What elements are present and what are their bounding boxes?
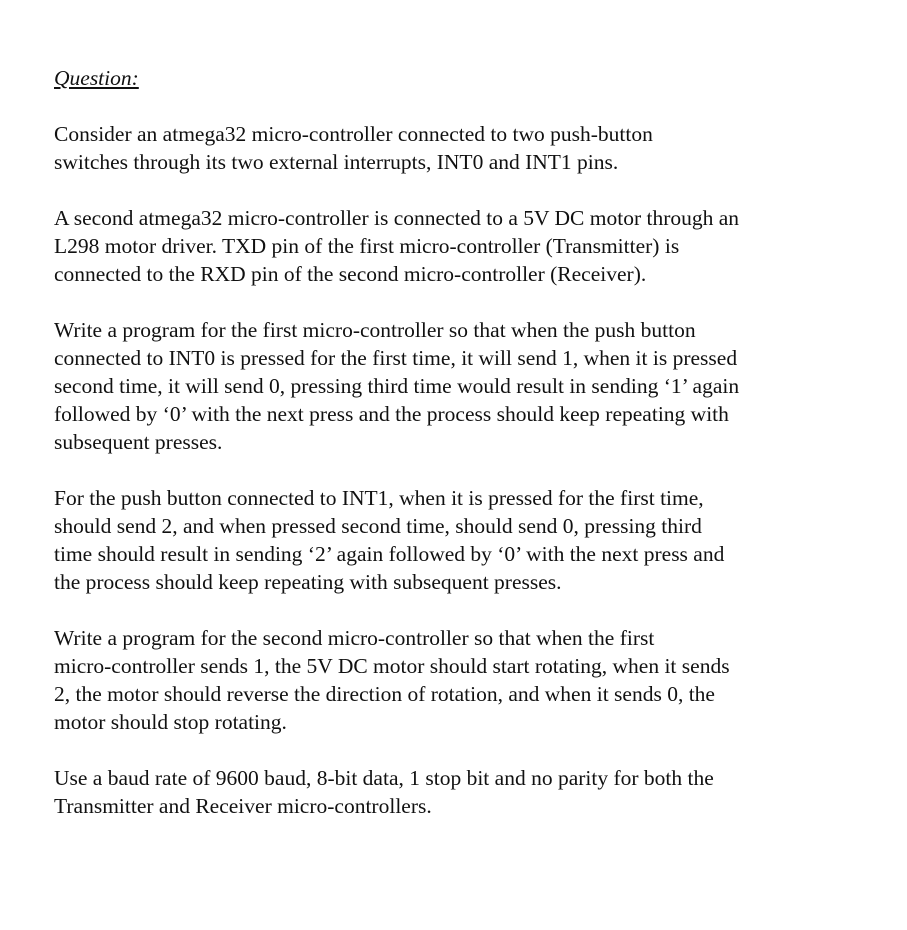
paragraph-line: L298 motor driver. TXD pin of the first micro-controller (Transmitter) is — [54, 234, 680, 258]
paragraph-int0-task — [54, 316, 854, 456]
paragraph-line: the process should keep repeating with subsequent presses. — [54, 570, 562, 594]
document-body — [54, 62, 854, 848]
paragraph-line: time should result in sending ‘2’ again followed by ‘0’ with the next press and — [54, 542, 725, 566]
paragraph-int1-task — [54, 484, 854, 596]
paragraph-line: followed by ‘0’ with the next press and the process should keep repeating with — [54, 402, 729, 426]
paragraph-line: connected to INT0 is pressed for the first time, it will send 1, when it is pressed — [54, 346, 738, 370]
paragraph-line: subsequent presses. — [54, 430, 223, 454]
paragraph-line: micro-controller sends 1, the 5V DC motor should start rotating, when it sends — [54, 654, 730, 678]
paragraph-line: should send 2, and when pressed second time, should send 0, pressing third — [54, 514, 702, 538]
paragraph-line: Transmitter and Receiver micro-controllers. — [54, 794, 432, 818]
paragraph-line: 2, the motor should reverse the direction of rotation, and when it sends 0, the — [54, 682, 715, 706]
paragraph-second-controller — [54, 204, 854, 288]
paragraph-uart-settings — [54, 764, 854, 820]
paragraph-line: A second atmega32 micro-controller is connected to a 5V DC motor through an — [54, 206, 740, 230]
paragraph-line: motor should stop rotating. — [54, 710, 287, 734]
question-heading: Question: — [54, 66, 139, 90]
paragraph-line: Consider an atmega32 micro-controller connected to two push-button — [54, 122, 653, 146]
paragraph-line: switches through its two external interrupts, INT0 and INT1 pins. — [54, 150, 619, 174]
paragraph-receiver-task — [54, 624, 854, 736]
paragraph-line: connected to the RXD pin of the second micro-controller (Receiver). — [54, 262, 647, 286]
paragraph-line: second time, it will send 0, pressing third time would result in sending ‘1’ again — [54, 374, 740, 398]
paragraph-line: Write a program for the second micro-controller so that when the first — [54, 626, 655, 650]
paragraph-setup — [54, 120, 854, 176]
paragraph-line: Write a program for the first micro-controller so that when the push button — [54, 318, 696, 342]
paragraph-line: Use a baud rate of 9600 baud, 8-bit data, 1 stop bit and no parity for both the — [54, 766, 714, 790]
paragraph-line: For the push button connected to INT1, when it is pressed for the first time, — [54, 486, 704, 510]
